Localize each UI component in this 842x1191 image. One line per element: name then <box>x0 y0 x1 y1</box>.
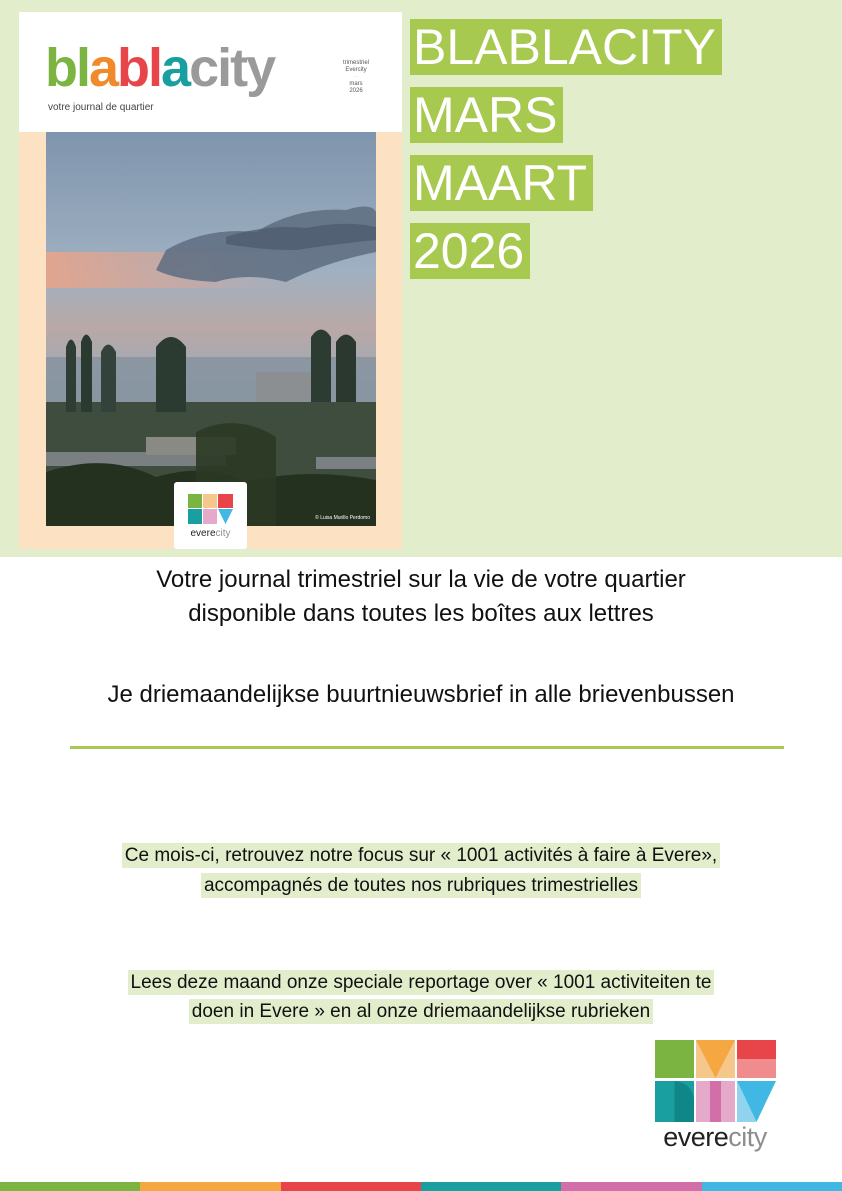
photo-credit: © Luisa Murillo Perdomo <box>315 515 370 521</box>
issue-year: 2026 <box>349 88 363 94</box>
cover-photo <box>46 132 376 526</box>
issue-divider: ··· <box>353 74 359 80</box>
mini-wordmark <box>174 528 247 539</box>
stripe-segment <box>561 1182 701 1191</box>
wordmark-evere: evere <box>190 528 216 539</box>
evere-city-mark-icon <box>188 494 233 524</box>
focus-fr-line2-text: accompagnés de toutes nos rubriques trimestrielles <box>201 873 641 898</box>
focus-nl-line2-text: doen in Evere » en al onze driemaandelijkse rubrieken <box>189 999 653 1024</box>
stripe-segment <box>702 1182 842 1191</box>
issue-month: mars <box>349 81 363 87</box>
cover-evere-logo <box>174 482 247 549</box>
focus-fr-line1 <box>0 840 842 871</box>
issue-type: trimestriel <box>342 60 369 66</box>
blablacity-logo <box>45 38 274 98</box>
evere-city-wordmark <box>652 1122 778 1153</box>
focus-nl-line1-text: Lees deze maand onze speciale reportage over « 1001 activiteiten te <box>128 970 715 995</box>
issue-info <box>341 60 371 95</box>
wordmark-evere: evere <box>663 1122 729 1152</box>
focus-nl-line1 <box>0 967 842 998</box>
logo-part: a <box>89 38 118 98</box>
stripe-segment <box>281 1182 421 1191</box>
focus-fr-line2 <box>0 870 842 901</box>
headline-line-text: MAART <box>410 155 593 211</box>
stripe-segment <box>140 1182 280 1191</box>
cover-masthead <box>19 12 402 132</box>
headline <box>410 19 722 294</box>
cover-tagline: votre journal de quartier <box>48 102 154 113</box>
focus-nl-line2 <box>0 996 842 1027</box>
issue-brand: Evercity <box>345 67 367 73</box>
color-stripe <box>0 1182 842 1191</box>
logo-part: bl <box>117 38 162 98</box>
evere-city-logo-icon <box>655 1040 776 1122</box>
headline-line-text: BLABLACITY <box>410 19 722 75</box>
intro-fr-line2: disponible dans toutes les boîtes aux lettres <box>188 600 654 627</box>
headline-line <box>410 87 722 143</box>
stripe-segment <box>0 1182 140 1191</box>
focus-fr-line1-text: Ce mois-ci, retrouvez notre focus sur « 1001 activités à faire à Evere», <box>122 843 720 868</box>
headline-line-text: 2026 <box>410 223 530 279</box>
logo-part: a <box>161 38 190 98</box>
intro-fr-line1: Votre journal trimestriel sur la vie de votre quartier <box>156 566 686 593</box>
divider <box>70 746 784 749</box>
headline-line <box>410 19 722 75</box>
headline-line-text: MARS <box>410 87 563 143</box>
stripe-segment <box>421 1182 561 1191</box>
headline-line <box>410 223 722 279</box>
intro-nl-line: Je driemaandelijkse buurtnieuwsbrief in alle brievenbussen <box>107 681 735 708</box>
logo-part: bl <box>45 38 89 98</box>
wordmark-city: city <box>728 1122 767 1152</box>
wordmark-city: city <box>215 528 231 539</box>
logo-part: city <box>189 38 275 98</box>
headline-line <box>410 155 722 211</box>
